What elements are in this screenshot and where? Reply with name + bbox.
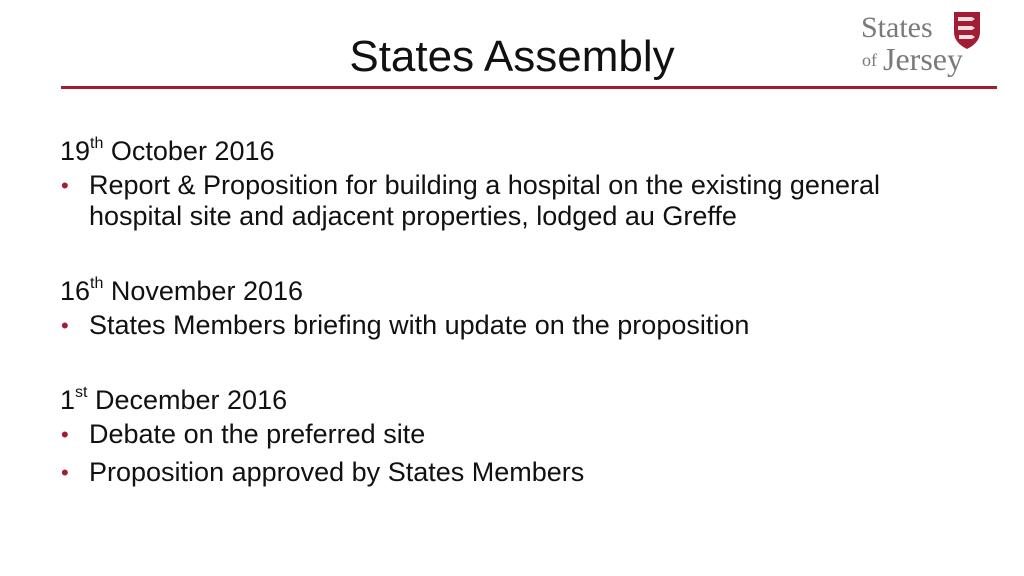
date-heading — [60, 134, 960, 168]
bullet-list — [60, 310, 960, 341]
three-lions-shield-icon — [952, 10, 982, 50]
bullet-list — [60, 419, 960, 488]
date-heading — [60, 383, 960, 417]
title-divider — [61, 86, 997, 89]
bullet-icon: • — [61, 460, 69, 485]
date-day: 16 — [60, 276, 91, 306]
logo-word-states: States — [861, 11, 933, 44]
bullet-icon: • — [61, 313, 69, 338]
list-item — [60, 419, 960, 450]
date-heading — [60, 274, 960, 308]
date-ordinal-suffix: th — [90, 135, 104, 152]
timeline-content — [60, 134, 960, 495]
bullet-icon: • — [61, 422, 69, 447]
timeline-section-november — [60, 274, 960, 341]
slide-title: States Assembly — [349, 32, 675, 81]
bullet-text: Debate on the preferred site — [89, 419, 426, 449]
date-ordinal-suffix: th — [90, 275, 104, 292]
date-month-year: December 2016 — [87, 385, 288, 415]
date-ordinal-suffix: st — [75, 384, 88, 401]
date-day: 1 — [60, 385, 76, 415]
bullet-icon: • — [61, 173, 69, 198]
bullet-list — [60, 170, 960, 232]
date-month-year: November 2016 — [103, 276, 304, 306]
date-month-year: October 2016 — [103, 136, 275, 166]
states-of-jersey-logo — [858, 8, 990, 80]
bullet-text: States Members briefing with update on the proposition — [89, 310, 750, 340]
bullet-text: Proposition approved by States Members — [89, 457, 585, 487]
list-item — [60, 170, 960, 232]
timeline-section-october — [60, 134, 960, 232]
timeline-section-december — [60, 383, 960, 488]
bullet-text: Report & Proposition for building a hospital on the existing general hospital site and adjacent properties, lodged au Greffe — [89, 170, 880, 231]
date-day: 19 — [60, 136, 91, 166]
logo-word-jersey: Jersey — [883, 41, 963, 77]
logo-word-of: of — [862, 50, 877, 70]
list-item — [60, 457, 960, 488]
list-item — [60, 310, 960, 341]
